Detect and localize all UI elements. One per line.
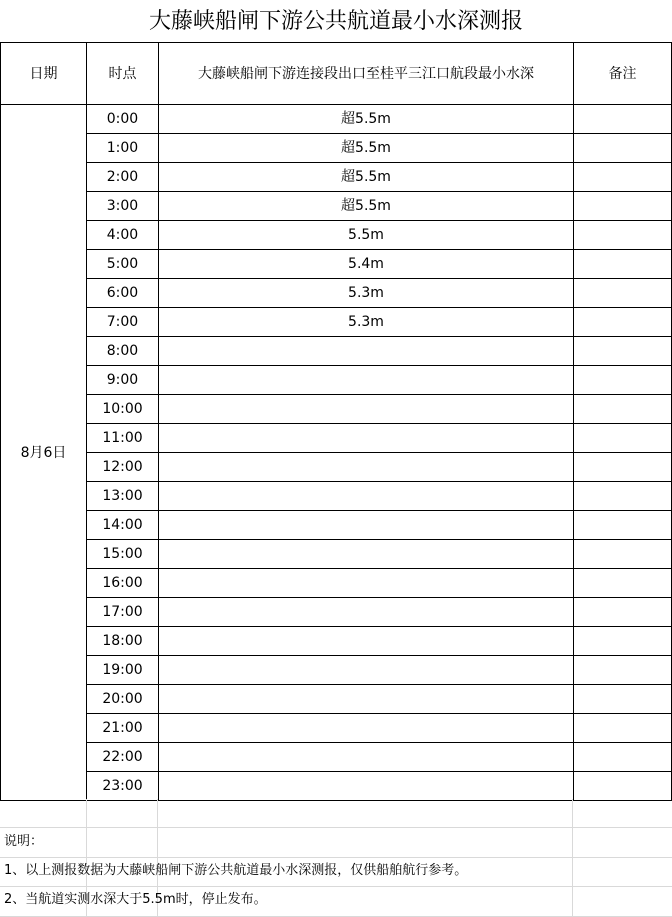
table-row xyxy=(1,192,672,221)
depth-cell xyxy=(159,540,574,569)
time-cell: 9:00 xyxy=(87,366,159,395)
depth-cell: 超5.5m xyxy=(159,105,574,134)
depth-cell xyxy=(159,685,574,714)
time-cell: 8:00 xyxy=(87,337,159,366)
table-row xyxy=(1,482,672,511)
table-row xyxy=(1,308,672,337)
remark-cell xyxy=(574,395,672,424)
header-remark: 备注 xyxy=(574,43,672,105)
remark-cell xyxy=(574,714,672,743)
table-row xyxy=(1,221,672,250)
table-row xyxy=(1,453,672,482)
depth-cell: 5.5m xyxy=(159,221,574,250)
remark-cell xyxy=(574,685,672,714)
depth-cell xyxy=(159,482,574,511)
table-row xyxy=(1,279,672,308)
depth-cell xyxy=(159,656,574,685)
depth-cell xyxy=(159,627,574,656)
notes-line-1: 1、以上测报数据为大藤峡船闸下游公共航道最小水深测报，仅供船舶航行参考。 xyxy=(4,863,468,878)
notes-heading: 说明： xyxy=(4,834,44,849)
depth-cell: 超5.5m xyxy=(159,163,574,192)
remark-cell xyxy=(574,656,672,685)
time-cell: 17:00 xyxy=(87,598,159,627)
depth-cell: 5.3m xyxy=(159,308,574,337)
depth-cell: 超5.5m xyxy=(159,192,574,221)
depth-cell: 超5.5m xyxy=(159,134,574,163)
table-row xyxy=(1,714,672,743)
table-row xyxy=(1,250,672,279)
time-cell: 1:00 xyxy=(87,134,159,163)
notes-section xyxy=(0,799,672,917)
time-cell: 3:00 xyxy=(87,192,159,221)
time-cell: 11:00 xyxy=(87,424,159,453)
table-row xyxy=(1,511,672,540)
remark-cell xyxy=(574,337,672,366)
remark-cell xyxy=(574,743,672,772)
remark-cell xyxy=(574,453,672,482)
time-cell: 0:00 xyxy=(87,105,159,134)
time-cell: 18:00 xyxy=(87,627,159,656)
remark-cell xyxy=(574,366,672,395)
time-cell: 15:00 xyxy=(87,540,159,569)
table-row xyxy=(1,337,672,366)
remark-cell xyxy=(574,105,672,134)
depth-cell: 5.3m xyxy=(159,279,574,308)
depth-cell xyxy=(159,511,574,540)
time-cell: 14:00 xyxy=(87,511,159,540)
table-row xyxy=(1,772,672,801)
depth-cell xyxy=(159,337,574,366)
time-cell: 13:00 xyxy=(87,482,159,511)
time-cell: 20:00 xyxy=(87,685,159,714)
table-row xyxy=(1,395,672,424)
depth-cell xyxy=(159,366,574,395)
remark-cell xyxy=(574,511,672,540)
table-row xyxy=(1,105,672,134)
time-cell: 2:00 xyxy=(87,163,159,192)
header-date: 日期 xyxy=(1,43,87,105)
remark-cell xyxy=(574,598,672,627)
table-row xyxy=(1,627,672,656)
remark-cell xyxy=(574,134,672,163)
table-row xyxy=(1,685,672,714)
remark-cell xyxy=(574,482,672,511)
remark-cell xyxy=(574,627,672,656)
remark-cell xyxy=(574,308,672,337)
page-title: 大藤峡船闸下游公共航道最小水深测报 xyxy=(148,9,523,34)
depth-cell xyxy=(159,743,574,772)
time-cell: 12:00 xyxy=(87,453,159,482)
table-row xyxy=(1,163,672,192)
time-cell: 22:00 xyxy=(87,743,159,772)
remark-cell xyxy=(574,250,672,279)
remark-cell xyxy=(574,424,672,453)
time-cell: 23:00 xyxy=(87,772,159,801)
remark-cell xyxy=(574,569,672,598)
table-row xyxy=(1,656,672,685)
time-cell: 10:00 xyxy=(87,395,159,424)
table-row xyxy=(1,569,672,598)
table-header-row xyxy=(1,43,672,105)
table-row xyxy=(1,743,672,772)
table-row xyxy=(1,366,672,395)
header-depth: 大藤峡船闸下游连接段出口至桂平三江口航段最小水深 xyxy=(159,43,574,105)
depth-cell xyxy=(159,395,574,424)
depth-cell: 5.4m xyxy=(159,250,574,279)
time-cell: 5:00 xyxy=(87,250,159,279)
depth-cell xyxy=(159,424,574,453)
remark-cell xyxy=(574,279,672,308)
depth-cell xyxy=(159,714,574,743)
table-row xyxy=(1,540,672,569)
time-cell: 7:00 xyxy=(87,308,159,337)
remark-cell xyxy=(574,772,672,801)
table-row xyxy=(1,134,672,163)
date-cell: 8月6日 xyxy=(1,105,87,801)
depth-report-table xyxy=(0,42,672,801)
time-cell: 16:00 xyxy=(87,569,159,598)
depth-cell xyxy=(159,598,574,627)
remark-cell xyxy=(574,163,672,192)
remark-cell xyxy=(574,221,672,250)
header-time: 时点 xyxy=(87,43,159,105)
time-cell: 4:00 xyxy=(87,221,159,250)
remark-cell xyxy=(574,192,672,221)
table-row xyxy=(1,598,672,627)
notes-line-2: 2、当航道实测水深大于5.5m时，停止发布。 xyxy=(4,892,267,907)
depth-cell xyxy=(159,569,574,598)
time-cell: 21:00 xyxy=(87,714,159,743)
time-cell: 19:00 xyxy=(87,656,159,685)
depth-cell xyxy=(159,772,574,801)
remark-cell xyxy=(574,540,672,569)
depth-cell xyxy=(159,453,574,482)
table-row xyxy=(1,424,672,453)
time-cell: 6:00 xyxy=(87,279,159,308)
